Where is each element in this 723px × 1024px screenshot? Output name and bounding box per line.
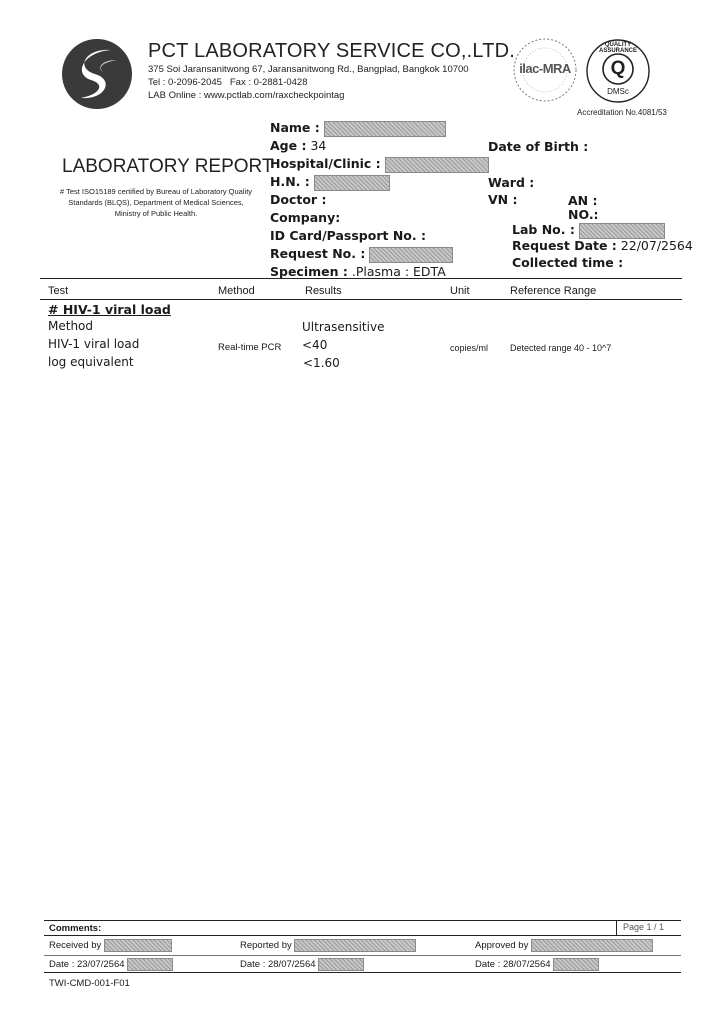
collected-time-label: Collected time : xyxy=(512,255,624,270)
row-reference-range: Detected range 40 - 10^7 xyxy=(510,343,612,353)
row-test-name: Method xyxy=(48,319,94,333)
quality-assurance-seal xyxy=(585,38,651,104)
lab-no-row xyxy=(512,222,665,239)
specimen-value: .Plasma : EDTA xyxy=(351,264,446,279)
qa-ring-text: QUALITY ASSURANCE xyxy=(598,42,637,54)
vn-label: VN : xyxy=(488,192,518,207)
form-code: TWI-CMD-001-F01 xyxy=(49,978,130,989)
row-result: Ultrasensitive xyxy=(302,320,385,334)
qa-letter: Q xyxy=(610,58,626,79)
company-phone-fax: Tel : 0-2096-2045 Fax : 0-2881-0428 xyxy=(148,77,308,88)
patient-info-block xyxy=(270,119,489,281)
table-header-reference-range: Reference Range xyxy=(510,285,597,297)
page-box xyxy=(616,921,682,935)
hospital-row xyxy=(270,155,489,173)
doctor-label: Doctor : xyxy=(270,192,327,207)
lab-no-label: Lab No. : xyxy=(512,222,575,237)
row-unit: copies/ml xyxy=(450,343,489,353)
company-logo xyxy=(61,38,133,110)
page-number: Page 1 / 1 xyxy=(623,922,665,932)
footer-top-rule xyxy=(44,920,681,921)
an-label: AN : xyxy=(568,193,598,208)
company-name: PCT LABORATORY SERVICE CO,.LTD. xyxy=(148,40,516,62)
row-method: Real-time PCR xyxy=(218,342,282,353)
approved-by-label: Approved by xyxy=(475,940,529,952)
reported-date-row xyxy=(240,958,364,971)
redacted-reported-date-signature xyxy=(318,958,364,971)
reported-date: Date : 28/07/2564 xyxy=(240,959,316,971)
age-row xyxy=(270,137,489,155)
redacted-reported-by xyxy=(294,939,416,952)
redacted-received-by xyxy=(104,939,172,952)
table-header-unit: Unit xyxy=(450,285,470,297)
approved-date-row xyxy=(475,958,599,971)
report-title: LABORATORY REPORT xyxy=(62,156,274,177)
table-top-rule xyxy=(40,278,682,279)
hn-label: H.N. : xyxy=(270,174,310,189)
request-date-row xyxy=(512,238,693,253)
reported-by-label: Reported by xyxy=(240,940,292,952)
no-label: NO.: xyxy=(568,207,599,222)
redacted-hn xyxy=(314,175,390,191)
hn-row xyxy=(270,173,489,191)
row-result: <1.60 xyxy=(303,356,340,370)
table-header-test: Test xyxy=(48,285,69,297)
redacted-approved-by xyxy=(531,939,653,952)
comments-label: Comments: xyxy=(49,923,102,934)
row-test-name: HIV-1 viral load xyxy=(48,337,140,351)
approved-by-row xyxy=(475,939,653,952)
redacted-hospital xyxy=(385,157,489,173)
signature-rule xyxy=(44,955,681,956)
redacted-approved-date-signature xyxy=(553,958,599,971)
name-row xyxy=(270,119,489,137)
received-date-row xyxy=(49,958,173,971)
request-no-label: Request No. : xyxy=(270,246,366,261)
table-header-rule xyxy=(40,299,682,300)
request-date-value: 22/07/2564 xyxy=(620,238,693,253)
received-date: Date : 23/07/2564 xyxy=(49,959,125,971)
redacted-lab-no xyxy=(579,223,665,239)
redacted-received-date-signature xyxy=(127,958,173,971)
company-label: Company: xyxy=(270,210,341,225)
reported-by-row xyxy=(240,939,416,952)
received-by-label: Received by xyxy=(49,940,102,952)
row-test-name: log equivalent xyxy=(48,355,134,369)
ward-label: Ward : xyxy=(488,175,535,190)
specimen-label: Specimen : xyxy=(270,264,348,279)
received-by-row xyxy=(49,939,172,952)
company-address: 375 Soi Jaransanitwong 67, Jaransanitwong Rd., Bangplad, Bangkok 10700 xyxy=(148,64,469,75)
name-label: Name : xyxy=(270,120,320,135)
ilac-mra-text: ilac-MRA xyxy=(519,61,571,76)
footer-bottom-rule xyxy=(44,972,681,973)
certification-note: # Test ISO15189 certified by Bureau of Laboratory Quality Standards (BLQS), Department of Medical Sciences, Ministry of Public Health. xyxy=(59,187,253,218)
age-value: 34 xyxy=(310,138,327,153)
dmsc-text: DMSc xyxy=(607,87,629,96)
section-title: # HIV-1 viral load xyxy=(48,302,171,317)
accreditation-number: Accreditation No.4081/53 xyxy=(577,108,667,117)
table-header-results: Results xyxy=(305,285,342,297)
lab-online-link: LAB Online : www.pctlab.com/raxcheckpointag xyxy=(148,90,345,101)
age-label: Age : xyxy=(270,138,307,153)
request-no-row xyxy=(270,245,489,263)
ilac-mra-seal xyxy=(510,35,580,105)
id-card-label: ID Card/Passport No. : xyxy=(270,228,426,243)
dob-label: Date of Birth : xyxy=(488,139,589,154)
redacted-request-no xyxy=(369,247,453,263)
request-date-label: Request Date : xyxy=(512,238,617,253)
hospital-label: Hospital/Clinic : xyxy=(270,156,381,171)
table-header-method: Method xyxy=(218,285,255,297)
comments-rule xyxy=(44,935,681,936)
redacted-name xyxy=(324,121,446,137)
row-result: <40 xyxy=(302,338,328,352)
approved-date: Date : 28/07/2564 xyxy=(475,959,551,971)
